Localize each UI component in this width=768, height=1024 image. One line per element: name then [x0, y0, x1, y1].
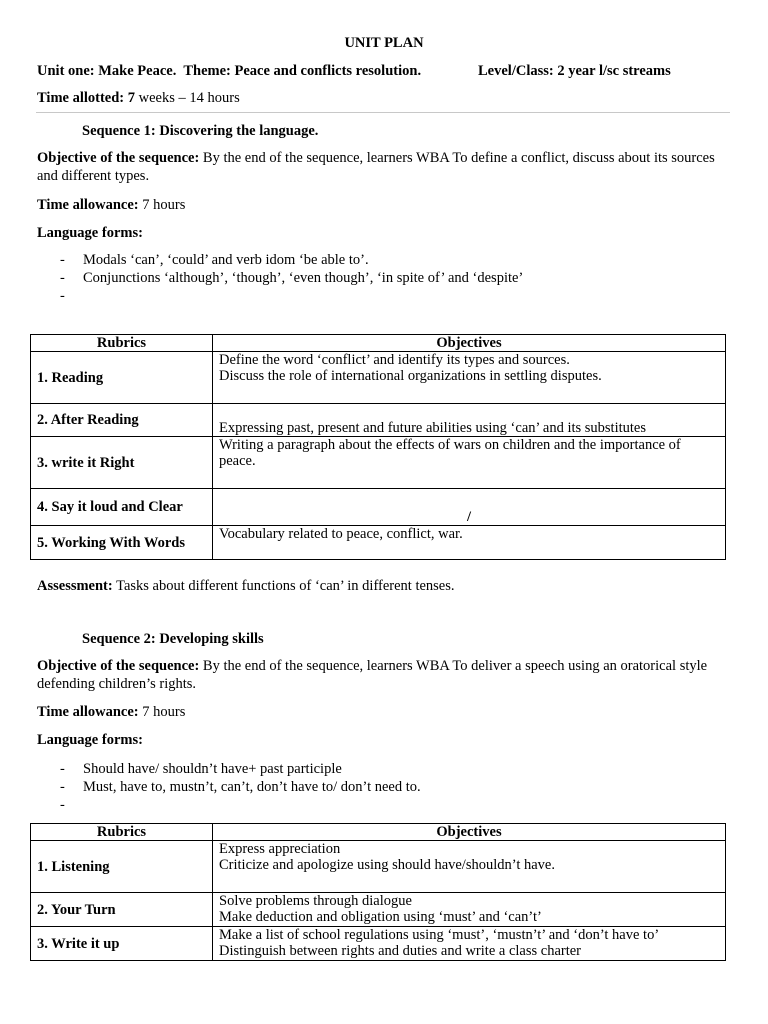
rubric-cell: 4. Say it loud and Clear — [31, 489, 213, 526]
table-row — [31, 437, 726, 489]
objectives-cell — [213, 841, 726, 893]
table-row — [31, 352, 726, 404]
theme-name: Theme: Peace and conflicts resolution. — [183, 63, 422, 79]
column-header-objectives: Objectives — [213, 335, 726, 352]
bullet-dash: - — [60, 779, 65, 795]
time-allotted-weeks: 7 — [127, 90, 135, 106]
sequence-1-objective — [37, 149, 727, 185]
objectives-cell — [213, 404, 726, 437]
rubric-cell: 2. Your Turn — [31, 893, 213, 927]
unit-label — [37, 62, 421, 80]
level-class: Level/Class: 2 year l/sc streams — [478, 63, 671, 79]
table-row — [31, 893, 726, 927]
bullet-dash: - — [60, 288, 65, 304]
allowance-value: 7 hours — [142, 197, 186, 213]
objective-line: Make a list of school regulations using ‘must’, ‘mustn’t’ and ‘don’t have to’ — [219, 927, 660, 943]
sequence-2-allowance — [37, 703, 185, 721]
rubric-cell: 1. Listening — [31, 841, 213, 893]
objective-line: / — [466, 509, 472, 525]
sequence-2-forms-label: Language forms: — [37, 732, 143, 748]
allowance-value: 7 hours — [142, 704, 186, 720]
allowance-label: Time allowance: — [37, 197, 139, 213]
language-form-item: Must, have to, mustn’t, can’t, don’t have to/ don’t need to. — [83, 779, 421, 795]
objective-line: Express appreciation — [219, 841, 341, 857]
sequence-2-objective — [37, 657, 727, 693]
objectives-cell — [213, 893, 726, 927]
allowance-label: Time allowance: — [37, 704, 139, 720]
objective-line: Expressing past, present and future abilities using ‘can’ and its substitutes — [219, 420, 646, 436]
objective-line: Discuss the role of international organizations in settling disputes. — [219, 368, 602, 384]
time-allotted-rest: weeks – 14 hours — [138, 90, 240, 106]
time-allotted — [37, 89, 240, 107]
language-form-item: Conjunctions ‘although’, ‘though’, ‘even though’, ‘in spite of’ and ‘despite’ — [83, 270, 524, 286]
objective-line: Writing a paragraph about the effects of wars on children and the importance of peace. — [219, 437, 681, 469]
bullet-dash: - — [60, 761, 65, 777]
column-header-rubrics: Rubrics — [31, 824, 213, 841]
column-header-objectives: Objectives — [213, 824, 726, 841]
sequence-1-heading: Sequence 1: Discovering the language. — [82, 123, 319, 139]
table-header-row — [31, 335, 726, 352]
sequence-2-rubrics-table — [30, 823, 726, 961]
objective-line: Criticize and apologize using should have/shouldn’t have. — [219, 857, 555, 873]
header-divider — [36, 112, 730, 113]
objectives-cell — [213, 927, 726, 961]
language-form-item: Modals ‘can’, ‘could’ and verb idom ‘be able to’. — [83, 252, 369, 268]
unit-name: Unit one: Make Peace. — [37, 63, 177, 79]
objectives-cell — [213, 489, 726, 526]
bullet-dash: - — [60, 797, 65, 813]
table-row — [31, 404, 726, 437]
objective-line: Vocabulary related to peace, conflict, war. — [219, 526, 463, 542]
objective-text: By the end of the sequence, learners WBA To deliver a speech using an oratorical style defending children’s rights. — [37, 658, 708, 692]
objectives-cell — [213, 437, 726, 489]
sequence-2-heading: Sequence 2: Developing skills — [82, 631, 264, 647]
rubric-cell: 3. write it Right — [31, 437, 213, 489]
bullet-dash: - — [60, 270, 65, 286]
objective-text: By the end of the sequence, learners WBA To define a conflict, discuss about its sources and different types. — [37, 150, 715, 184]
sequence-1-allowance — [37, 196, 185, 214]
table-row — [31, 489, 726, 526]
table-row — [31, 927, 726, 961]
objectives-cell — [213, 526, 726, 560]
objective-line: Make deduction and obligation using ‘must’ and ‘can’t’ — [219, 909, 542, 925]
objective-line: Distinguish between rights and duties and write a class charter — [219, 943, 581, 959]
objective-line: Define the word ‘conflict’ and identify its types and sources. — [219, 352, 570, 368]
table-row — [31, 841, 726, 893]
rubric-cell: 5. Working With Words — [31, 526, 213, 560]
sequence-1-assessment — [37, 577, 455, 595]
table-header-row — [31, 824, 726, 841]
rubric-cell: 2. After Reading — [31, 404, 213, 437]
sequence-1-rubrics-table — [30, 334, 726, 560]
assessment-text: Tasks about different functions of ‘can’ in different tenses. — [116, 578, 455, 594]
objective-line: Solve problems through dialogue — [219, 893, 412, 909]
page-title: UNIT PLAN — [344, 35, 424, 51]
objective-label: Objective of the sequence: — [37, 658, 200, 674]
time-allotted-label: Time allotted: — [37, 90, 125, 106]
assessment-label: Assessment: — [37, 578, 113, 594]
language-form-item: Should have/ shouldn’t have+ past participle — [83, 761, 342, 777]
objective-label: Objective of the sequence: — [37, 150, 200, 166]
rubric-cell: 1. Reading — [31, 352, 213, 404]
column-header-rubrics: Rubrics — [31, 335, 213, 352]
table-row — [31, 526, 726, 560]
bullet-dash: - — [60, 252, 65, 268]
rubric-cell: 3. Write it up — [31, 927, 213, 961]
sequence-1-forms-label: Language forms: — [37, 225, 143, 241]
objectives-cell — [213, 352, 726, 404]
